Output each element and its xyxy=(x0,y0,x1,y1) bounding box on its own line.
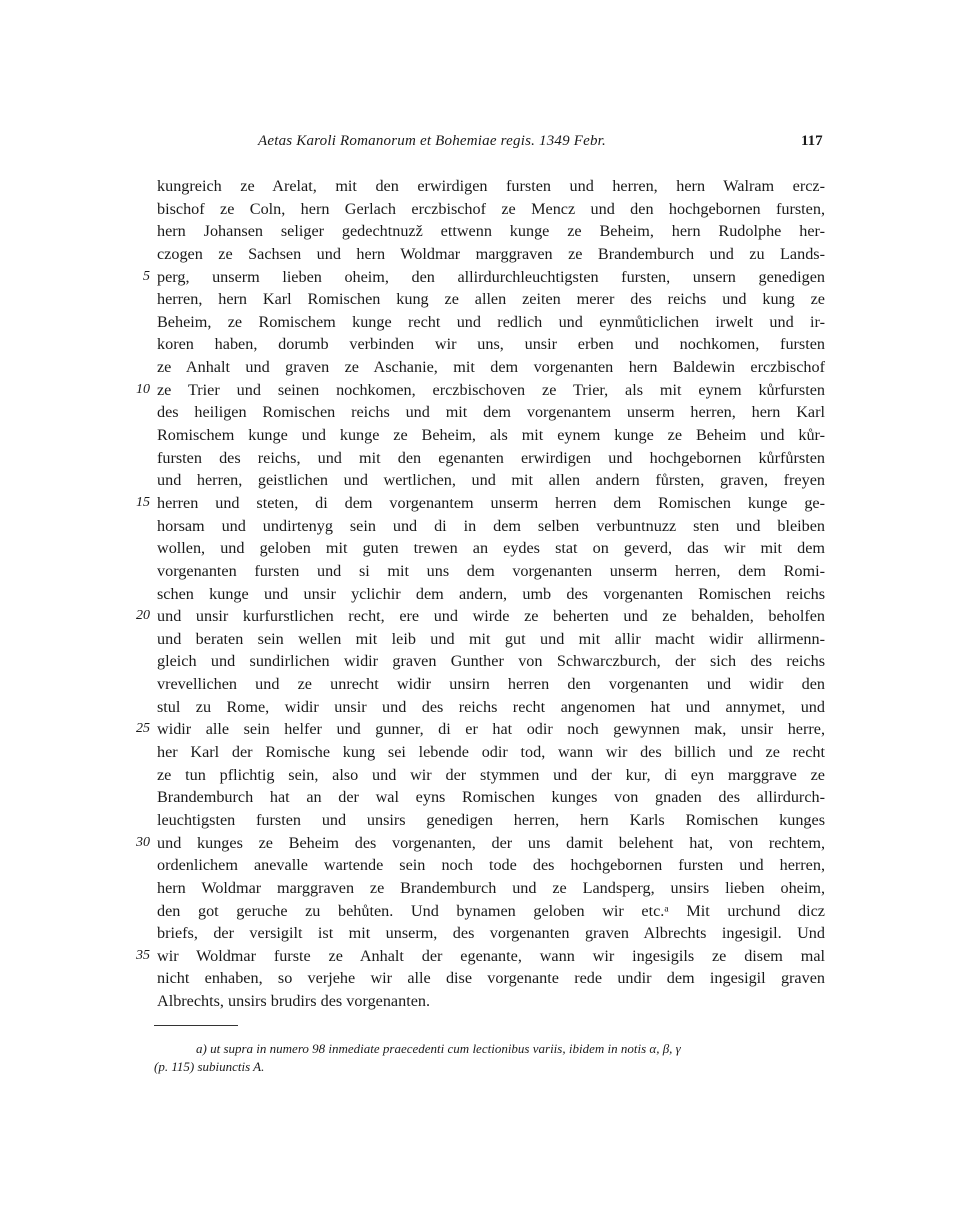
text-line xyxy=(0,244,960,267)
line-text: Beheim, ze Romischem kunge recht und redlich und eynmůticlichen irwelt und ir- xyxy=(157,312,825,331)
text-line xyxy=(0,289,960,312)
line-text: ze tun pflichtig sein, also und wir der stymmen und der kur, di eyn marggrave ze xyxy=(157,765,825,784)
text-line xyxy=(0,199,960,222)
line-text: perg, unserm lieben oheim, den allirdurchleuchtigsten fursten, unsern genedigen xyxy=(157,267,825,286)
text-line xyxy=(0,493,960,516)
text-line xyxy=(0,606,960,629)
running-title: Aetas Karoli Romanorum et Bohemiae regis. 1349 Febr. xyxy=(258,133,607,149)
text-line xyxy=(0,267,960,290)
line-text: und kunges ze Beheim des vorgenanten, der uns damit belehent hat, von rechtem, xyxy=(157,833,825,852)
line-text: hern Woldmar marggraven ze Brandemburch und ze Landsperg, unsirs lieben oheim, xyxy=(157,878,825,897)
text-line xyxy=(0,765,960,788)
text-line xyxy=(0,425,960,448)
text-line xyxy=(0,674,960,697)
line-text: ze Trier und seinen nochkomen, erczbischoven ze Trier, als mit eynem kůrfursten xyxy=(157,380,825,399)
text-line xyxy=(0,516,960,539)
line-text: kungreich ze Arelat, mit den erwirdigen fursten und herren, hern Walram ercz- xyxy=(157,177,825,195)
line-number: 10 xyxy=(136,381,150,397)
line-text: den got geruche zu behůten. Und bynamen geloben wir etc.ᵃ Mit urchund dicz xyxy=(157,901,825,920)
line-number: 25 xyxy=(136,721,150,737)
line-text: koren haben, dorumb verbinden wir uns, unsir erben und nochkomen, fursten xyxy=(157,335,825,354)
line-text: herren und steten, di dem vorgenantem unserm herren dem Romischen kunge ge- xyxy=(157,493,825,512)
line-text: schen kunge und unsir yclichir dem andern, umb des vorgenanten Romischen reichs xyxy=(157,584,825,603)
text-line xyxy=(0,538,960,561)
text-line xyxy=(0,561,960,584)
line-text: stul zu Rome, widir unsir und des reichs recht angenomen hat und annymet, und xyxy=(157,697,825,716)
line-number: 30 xyxy=(136,834,150,850)
text-line xyxy=(0,380,960,403)
line-text: nicht enhaben, so verjehe wir alle dise vorgenante rede undir dem ingesigil graven xyxy=(157,969,825,988)
line-text: wollen, und geloben mit guten trewen an eydes stat on geverd, das wir mit dem xyxy=(157,539,825,558)
footnote-line: a) ut supra in numero 98 inmediate praecedenti cum lectionibus variis, ibidem in notis α, β, γ xyxy=(196,1041,681,1056)
text-line xyxy=(0,176,960,199)
line-text: widir alle sein helfer und gunner, di er hat odir noch gewynnen mak, unsir herre, xyxy=(157,720,825,739)
text-line xyxy=(0,946,960,969)
footnote-line: (p. 115) subiunctis A. xyxy=(154,1059,265,1074)
line-text: wir Woldmar furste ze Anhalt der egenante, wann wir ingesigils ze disem mal xyxy=(157,946,825,965)
text-line xyxy=(0,833,960,856)
line-text: her Karl der Romische kung sei lebende odir tod, wann wir des billich und ze recht xyxy=(157,743,825,762)
main-text xyxy=(0,176,960,1014)
line-text: herren, hern Karl Romischen kung ze allen zeiten merer des reichs und kung ze xyxy=(157,290,825,309)
line-text: bischof ze Coln, hern Gerlach erczbischof ze Mencz und den hochgebornen fursten, xyxy=(157,199,825,218)
text-line xyxy=(0,448,960,471)
line-text: des heiligen Romischen reichs und mit dem vorgenantem unserm herren, hern Karl xyxy=(157,403,825,422)
line-text: fursten des reichs, und mit den egenanten erwirdigen und hochgebornen kůrfůrsten xyxy=(157,448,825,467)
text-line xyxy=(0,334,960,357)
text-line xyxy=(0,357,960,380)
line-text: Romischem kunge und kunge ze Beheim, als mit eynem kunge ze Beheim und kůr- xyxy=(157,426,825,445)
line-text: vrevellichen und ze unrecht widir unsirn herren den vorgenanten und widir den xyxy=(157,675,825,694)
page-number: 117 xyxy=(801,133,823,149)
line-text: leuchtigsten fursten und unsirs genedigen herren, hern Karls Romischen kunges xyxy=(157,810,825,829)
text-line xyxy=(0,584,960,607)
line-text: briefs, der versigilt ist mit unserm, des vorgenanten graven Albrechts ingesigil. Und xyxy=(157,924,825,943)
text-line xyxy=(0,742,960,765)
line-text: Albrechts, unsirs brudirs des vorgenanten. xyxy=(157,992,431,1011)
line-text: Brandemburch hat an der wal eyns Romischen kunges von gnaden des allirdurch- xyxy=(157,788,825,807)
text-line xyxy=(0,855,960,878)
line-text: horsam und undirtenyg sein und di in dem selben verbuntnuzz sten und bleiben xyxy=(157,516,825,535)
line-text: gleich und sundirlichen widir graven Gunther von Schwarczburch, der sich des reichs xyxy=(157,652,825,671)
text-line xyxy=(0,923,960,946)
text-line xyxy=(0,991,960,1014)
text-line xyxy=(0,651,960,674)
text-line xyxy=(0,697,960,720)
footnote-rule xyxy=(154,1025,238,1026)
line-text: hern Johansen seliger gedechtnuzž ettwenn kunge ze Beheim, hern Rudolphe her- xyxy=(157,222,825,241)
line-text: ordenlichem anevalle wartende sein noch tode des hochgebornen fursten und herren, xyxy=(157,856,825,875)
line-number: 35 xyxy=(136,947,150,963)
line-text: und herren, geistlichen und wertlichen, und mit allen andern fůrsten, graven, freyen xyxy=(157,471,825,490)
line-text: und unsir kurfurstlichen recht, ere und wirde ze beherten und ze behalden, beholfen xyxy=(157,607,825,626)
text-line xyxy=(0,470,960,493)
line-number: 15 xyxy=(136,494,150,510)
text-line xyxy=(0,901,960,924)
text-line xyxy=(0,968,960,991)
text-line xyxy=(0,810,960,833)
page-header xyxy=(0,133,960,155)
text-line xyxy=(0,787,960,810)
text-line xyxy=(0,312,960,335)
line-text: ze Anhalt und graven ze Aschanie, mit dem vorgenanten hern Baldewin erczbischof xyxy=(157,358,825,377)
line-text: czogen ze Sachsen und hern Woldmar marggraven ze Brandemburch und zu Lands- xyxy=(157,244,825,263)
line-text: vorgenanten fursten und si mit uns dem vorgenanten unserm herren, dem Romi- xyxy=(157,561,825,580)
text-line xyxy=(0,629,960,652)
text-line xyxy=(0,719,960,742)
text-line xyxy=(0,878,960,901)
line-number: 5 xyxy=(143,268,150,284)
line-text: und beraten sein wellen mit leib und mit gut und mit allir macht widir allirmenn- xyxy=(157,629,825,648)
text-line xyxy=(0,402,960,425)
footnote xyxy=(154,1040,826,1076)
line-number: 20 xyxy=(136,608,150,624)
text-line xyxy=(0,221,960,244)
